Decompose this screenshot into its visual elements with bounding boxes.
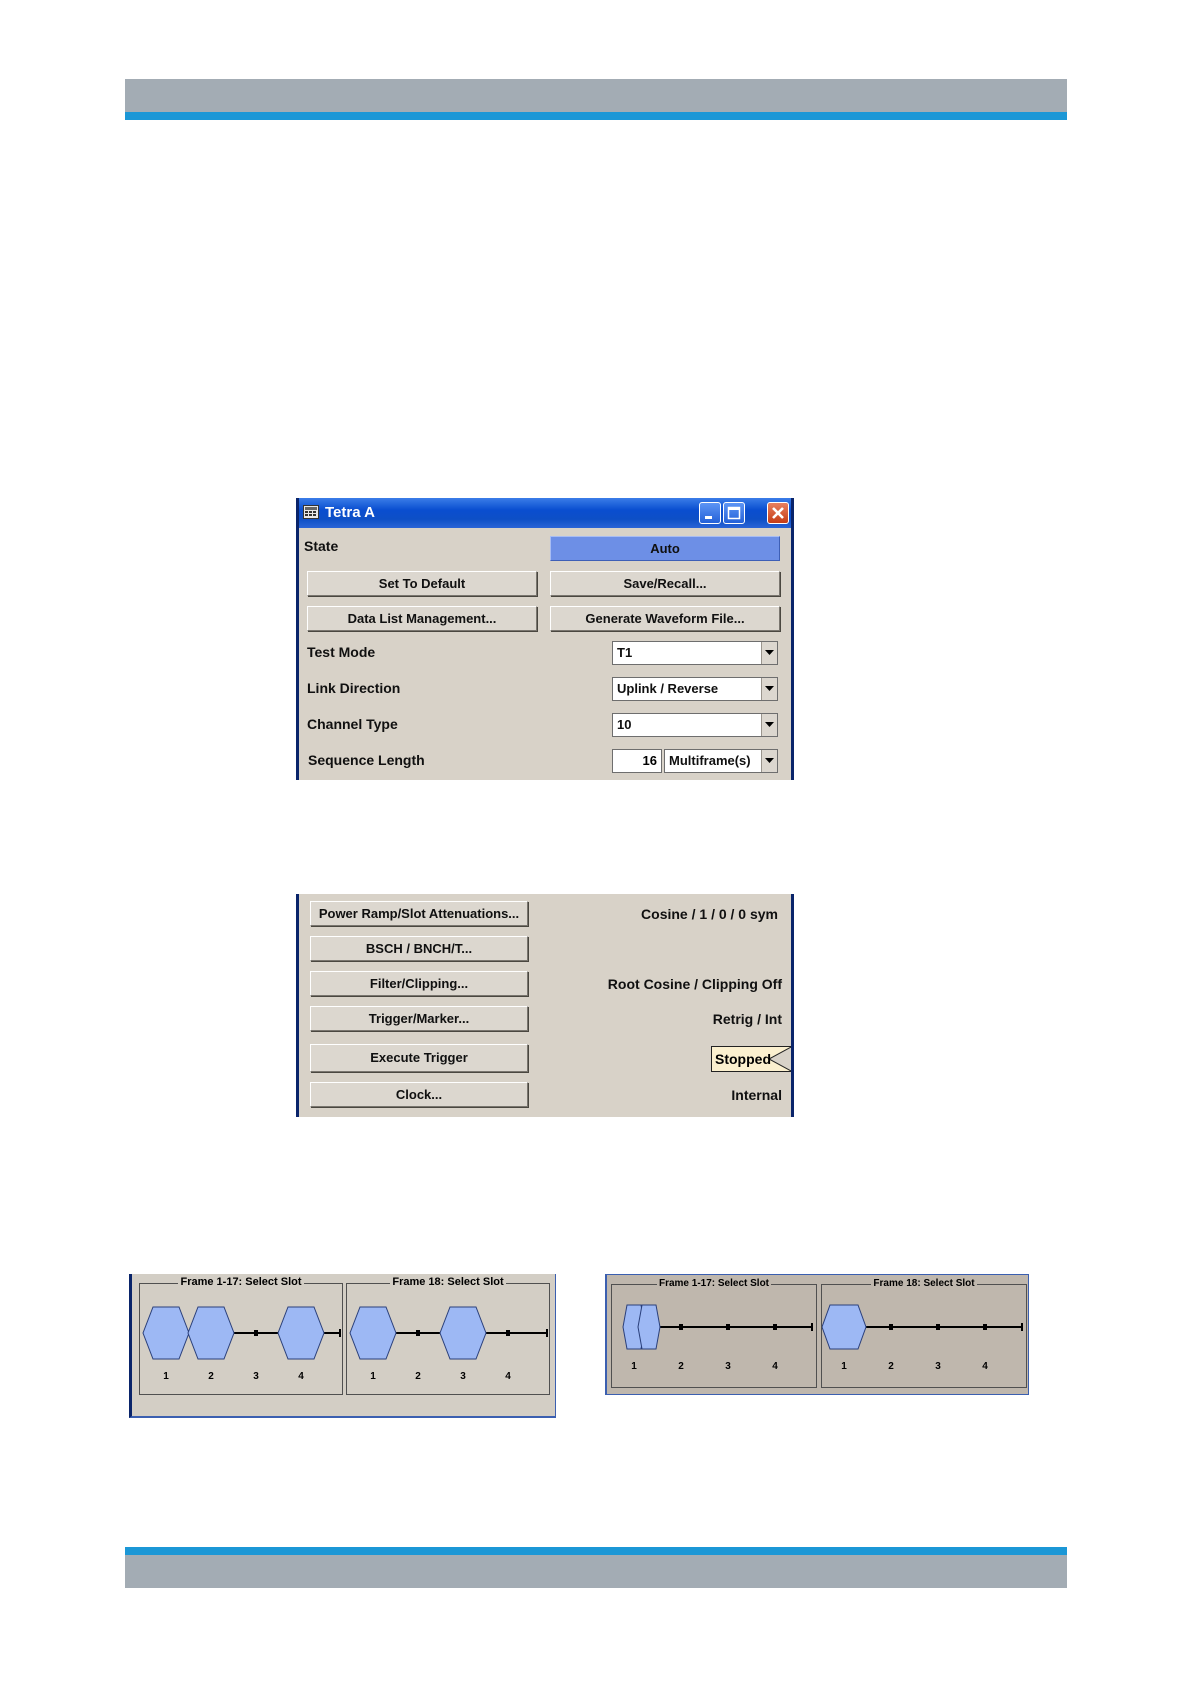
frame-18-group xyxy=(346,1276,550,1395)
slot-number-label: 1 xyxy=(163,1371,169,1382)
slot-1-burst[interactable] xyxy=(350,1307,396,1359)
slot-number-label: 3 xyxy=(253,1371,259,1382)
slot-selection-panel-right xyxy=(605,1274,1029,1395)
slot-3-marker[interactable] xyxy=(254,1330,258,1336)
test-mode-value: T1 xyxy=(617,645,633,660)
slot-2-marker[interactable] xyxy=(679,1324,683,1330)
channel-type-label: Channel Type xyxy=(307,716,398,732)
chevron-down-icon[interactable] xyxy=(761,642,777,664)
slot-4-marker[interactable] xyxy=(983,1324,987,1330)
link-direction-select[interactable] xyxy=(612,677,778,701)
channel-type-select[interactable] xyxy=(612,713,778,737)
generate-waveform-button[interactable]: Generate Waveform File... xyxy=(550,606,780,631)
frame-18-title: Frame 18: Select Slot xyxy=(873,1278,975,1289)
slot-number-label: 4 xyxy=(982,1361,988,1372)
sequence-length-unit: Multiframe(s) xyxy=(669,753,751,768)
window-title: Tetra A xyxy=(325,504,376,521)
trigger-status-indicator xyxy=(711,1046,793,1072)
slot-3-marker[interactable] xyxy=(936,1324,940,1330)
slot-2-burst[interactable] xyxy=(188,1307,234,1359)
clock-button[interactable]: Clock... xyxy=(310,1082,528,1107)
slot-diagram[interactable] xyxy=(140,1284,342,1394)
slot-number-label: 1 xyxy=(370,1371,376,1382)
save-recall-button[interactable]: Save/Recall... xyxy=(550,571,780,596)
slot-4-marker[interactable] xyxy=(773,1324,777,1330)
slot-selection-panel-left xyxy=(129,1274,556,1418)
chevron-down-icon[interactable] xyxy=(761,714,777,736)
sequence-length-input[interactable]: 16 xyxy=(612,749,662,773)
slot-number-label: 1 xyxy=(631,1361,637,1372)
slot-number-label: 2 xyxy=(208,1371,214,1382)
slot-3-burst[interactable] xyxy=(440,1307,486,1359)
state-toggle-button[interactable]: Auto xyxy=(550,536,780,561)
slot-diagram[interactable] xyxy=(612,1285,816,1387)
frame-1-17-title: Frame 1-17: Select Slot xyxy=(180,1276,302,1288)
sequence-length-unit-select[interactable] xyxy=(664,749,778,773)
tetra-dialog-lower xyxy=(296,894,794,1117)
slot-3-marker[interactable] xyxy=(726,1324,730,1330)
frame-18-title: Frame 18: Select Slot xyxy=(392,1276,504,1288)
slot-number-label: 3 xyxy=(725,1361,731,1372)
frame-1-17-group xyxy=(139,1276,343,1395)
chevron-down-icon[interactable] xyxy=(761,750,777,772)
minimize-icon xyxy=(700,503,720,523)
header-band xyxy=(125,79,1067,112)
slot-number-label: 4 xyxy=(298,1371,304,1382)
data-list-management-button[interactable]: Data List Management... xyxy=(307,606,537,631)
slot-2-marker[interactable] xyxy=(416,1330,420,1336)
slot-number-label: 3 xyxy=(935,1361,941,1372)
frame-18-group xyxy=(821,1278,1027,1388)
header-accent-line xyxy=(125,112,1067,120)
chevron-down-icon[interactable] xyxy=(761,678,777,700)
frame-1-17-group xyxy=(611,1278,817,1388)
slot-number-label: 4 xyxy=(505,1371,511,1382)
channel-type-value: 10 xyxy=(617,717,632,732)
test-mode-label: Test Mode xyxy=(307,644,376,660)
window-titlebar[interactable] xyxy=(299,498,791,528)
slot-1-burst-part[interactable] xyxy=(638,1305,660,1349)
power-ramp-button[interactable]: Power Ramp/Slot Attenuations... xyxy=(310,901,528,926)
window-app-icon xyxy=(303,504,319,520)
footer-band xyxy=(125,1555,1067,1588)
close-button[interactable] xyxy=(767,502,789,524)
power-ramp-value: Cosine / 1 / 0 / 0 sym xyxy=(641,906,778,922)
slot-number-label: 4 xyxy=(772,1361,778,1372)
slot-1-burst[interactable] xyxy=(143,1307,189,1359)
filter-clipping-button[interactable]: Filter/Clipping... xyxy=(310,971,528,996)
trigger-mode-value: Retrig / Int xyxy=(712,1011,782,1027)
slot-4-burst[interactable] xyxy=(278,1307,324,1359)
link-direction-label: Link Direction xyxy=(307,680,401,696)
trigger-marker-button[interactable]: Trigger/Marker... xyxy=(310,1006,528,1031)
execute-trigger-button[interactable]: Execute Trigger xyxy=(310,1044,528,1072)
maximize-icon xyxy=(724,503,744,523)
footer-accent-line xyxy=(125,1547,1067,1555)
slot-2-marker[interactable] xyxy=(889,1324,893,1330)
state-label: State xyxy=(304,538,339,554)
slot-1-burst[interactable] xyxy=(822,1305,866,1349)
slot-number-label: 2 xyxy=(415,1371,421,1382)
slot-diagram[interactable] xyxy=(822,1285,1026,1387)
sequence-length-label: Sequence Length xyxy=(308,752,425,768)
slot-number-label: 2 xyxy=(678,1361,684,1372)
maximize-button[interactable] xyxy=(723,502,745,524)
link-direction-value: Uplink / Reverse xyxy=(617,681,719,696)
close-icon xyxy=(768,503,788,523)
filter-clipping-value: Root Cosine / Clipping Off xyxy=(607,976,782,992)
slot-number-label: 2 xyxy=(888,1361,894,1372)
minimize-button[interactable] xyxy=(699,502,721,524)
clock-source-value: Internal xyxy=(731,1087,782,1103)
tetra-dialog xyxy=(296,498,794,780)
slot-4-marker[interactable] xyxy=(506,1330,510,1336)
slot-diagram[interactable] xyxy=(347,1284,549,1394)
test-mode-select[interactable] xyxy=(612,641,778,665)
set-to-default-button[interactable]: Set To Default xyxy=(307,571,537,596)
trigger-status-text: Stopped xyxy=(715,1051,771,1067)
slot-number-label: 3 xyxy=(460,1371,466,1382)
frame-1-17-title: Frame 1-17: Select Slot xyxy=(658,1278,770,1289)
slot-number-label: 1 xyxy=(841,1361,847,1372)
bsch-bnch-button[interactable]: BSCH / BNCH/T... xyxy=(310,936,528,961)
